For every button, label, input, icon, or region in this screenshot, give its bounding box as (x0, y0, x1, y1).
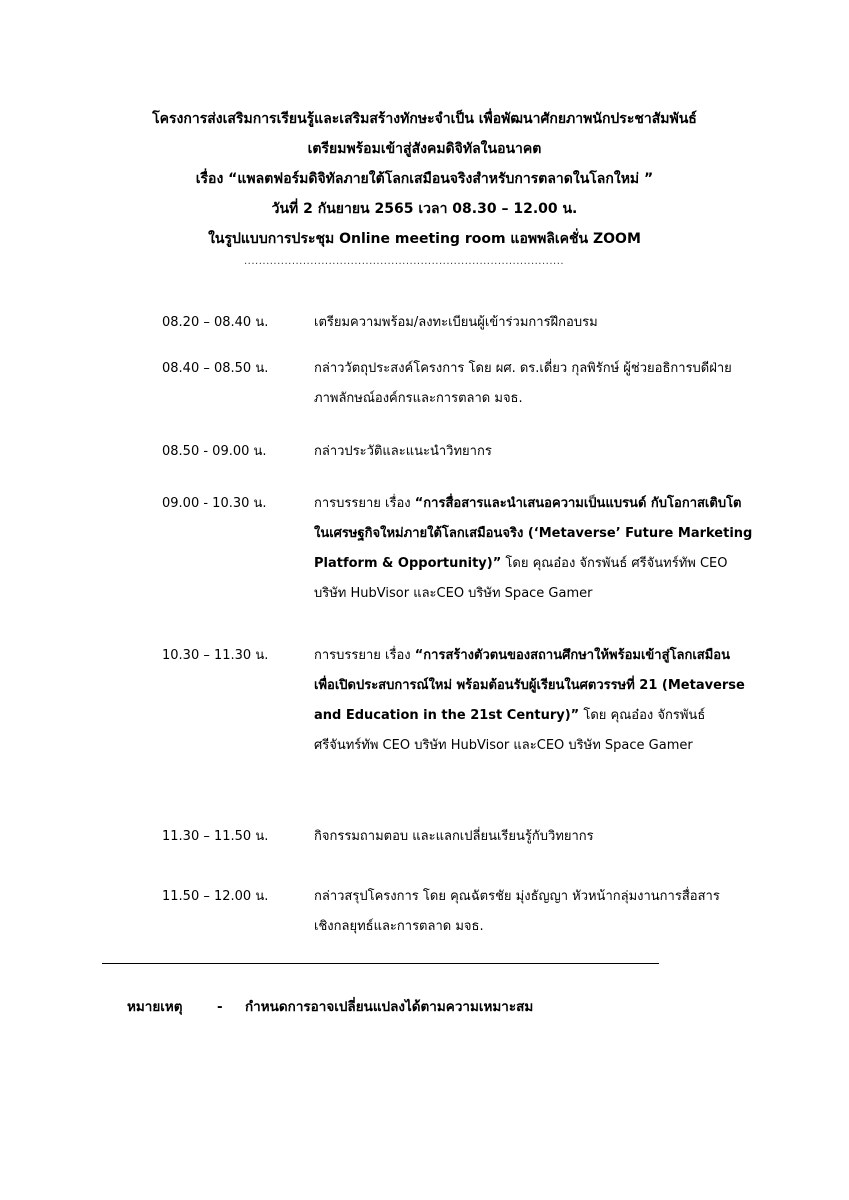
schedule-time: 08.40 – 08.50 น. (162, 361, 269, 376)
lecture-title: “การสร้างตัวตนของสถานศึกษาให้พร้อมเข้าสู่โลกเสมือน เพื่อเปิดประสบการณ์ใหม่ พร้อมต้อนรับผู้เรียนในศตวรรษที่ 21 (Metaverse and Education in the 21st Century)” (314, 648, 745, 723)
schedule-description: กล่าวประวัติและแนะนำวิทยากร (314, 444, 492, 459)
schedule-description: กิจกรรมถามตอบ และแลกเปลี่ยนเรียนรู้กับวิทยากร (314, 829, 594, 844)
schedule-description: กล่าวสรุปโครงการ โดย คุณฉัตรชัย มุ่งธัญญา หัวหน้ากลุ่มงานการสื่อสารเชิงกลยุทธ์และการตลาด มจธ. (314, 889, 720, 934)
schedule-description (314, 641, 754, 761)
schedule-description: เตรียมความพร้อม/ลงทะเบียนผู้เข้าร่วมการฝึกอบรม (314, 315, 598, 330)
session-format: ในรูปแบบการประชุม Online meeting room แอพพลิเคชั่น ZOOM (208, 231, 641, 247)
schedule-time: 11.30 – 11.50 น. (162, 829, 269, 844)
lecture-speaker: โดย คุณอ๋อง จักรพันธ์ ศรีจันทร์ทัพ CEO บริษัท HubVisor และCEO บริษัท Space Gamer (314, 708, 706, 753)
schedule-time: 09.00 - 10.30 น. (162, 496, 267, 511)
schedule-time: 11.50 – 12.00 น. (162, 889, 269, 904)
project-title: โครงการส่งเสริมการเรียนรู้และเสริมสร้างทักษะจำเป็น เพื่อพัฒนาศักยภาพนักประชาสัมพันธ์ (152, 111, 697, 127)
remark-dash: - (217, 999, 223, 1015)
dotted-separator: ....................................................................................... (244, 256, 565, 267)
lecture-title: “การสื่อสารและนำเสนอความเป็นแบรนด์ กับโอกาสเติบโตในเศรษฐกิจใหม่ภายใต้โลกเสมือนจริง (‘Metaverse’ Future Marketing Platform & Opportunity)” (314, 496, 753, 571)
schedule-time: 08.50 - 09.00 น. (162, 444, 267, 459)
schedule-time: 08.20 – 08.40 น. (162, 315, 269, 330)
remark-text: กำหนดการอาจเปลี่ยนแปลงได้ตามความเหมาะสม (245, 999, 534, 1015)
project-subtitle: เตรียมพร้อมเข้าสู่สังคมดิจิทัลในอนาคต (307, 141, 542, 157)
remark (127, 992, 533, 1022)
remark-label: หมายเหตุ (127, 999, 183, 1015)
schedule-description (314, 489, 754, 609)
lecture-prefix: การบรรยาย เรื่อง (314, 648, 415, 663)
session-date: วันที่ 2 กันยายน 2565 เวลา 08.30 – 12.00 น. (271, 201, 578, 217)
horizontal-divider (102, 963, 659, 964)
session-topic: เรื่อง “แพลตฟอร์มดิจิทัลภายใต้โลกเสมือนจริงสำหรับการตลาดในโลกใหม่ ” (195, 171, 654, 187)
document-header (0, 104, 849, 254)
lecture-prefix: การบรรยาย เรื่อง (314, 496, 415, 511)
schedule-description: กล่าววัตถุประสงค์โครงการ โดย ผศ. ดร.เดี่ยว กุลพิรักษ์ ผู้ช่วยอธิการบดีฝ่ายภาพลักษณ์องค์กรและการตลาด มจธ. (314, 361, 732, 406)
schedule-time: 10.30 – 11.30 น. (162, 648, 269, 663)
lecture-speaker: โดย คุณอ๋อง จักรพันธ์ ศรีจันทร์ทัพ CEO บริษัท HubVisor และCEO บริษัท Space Gamer (314, 556, 728, 601)
